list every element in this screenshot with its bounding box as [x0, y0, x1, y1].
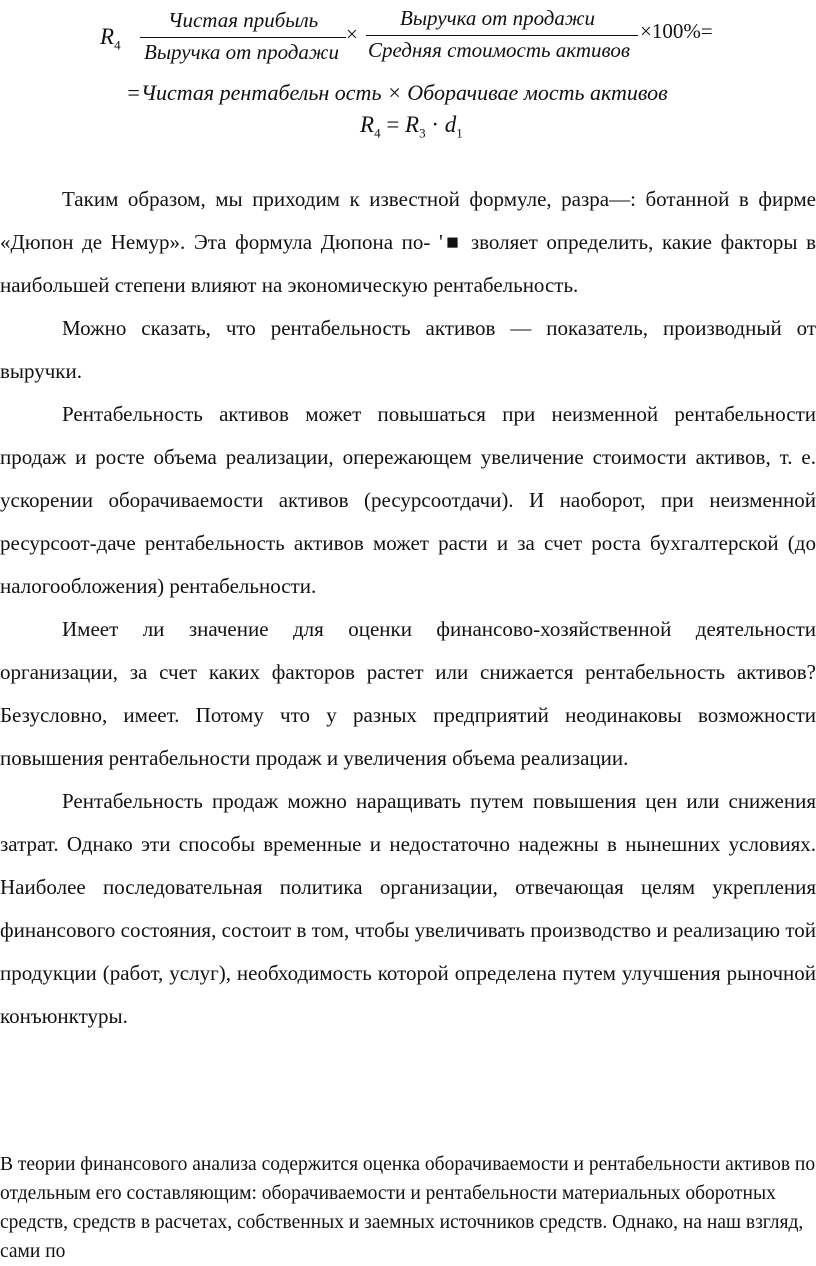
formula-r4: $R_4$	[100, 24, 121, 53]
formula-block	[0, 0, 816, 150]
formula-line3: $R_4 = R_3 \cdot d_1$	[360, 112, 463, 141]
fraction1-denominator: Выручка от продажи	[144, 40, 339, 64]
fraction2-line	[366, 35, 638, 36]
fraction1-line	[140, 37, 346, 38]
formula-tail: ×100%=	[640, 19, 713, 43]
formula-line2: =Чистая рентабельн ость × Оборачивае мость активов	[126, 80, 668, 105]
fraction2-numerator: Выручка от продажи	[400, 6, 595, 30]
paragraph-final: В теории финансового анализа содержится оценка оборачиваемости и рентабельности активов по отдельным его составляющим: оборачиваемости и рентабельности материальных оборотных средств, средств в расчетах, собственных и заемных источников средств. Однако, на наш взгляд, сами по	[0, 1154, 816, 1262]
paragraph-5: Рентабельность продаж можно наращивать путем повышения цен или снижения затрат. Однако эти способы временные и недостаточно надежны в нынешних условиях. Наиболее последовательная политика организации, отвечающая целям укрепления финансового состояния, состоит в том, чтобы увеличивать производство и реализацию той продукции (работ, услуг), необходимость которой определена путем улучшения рыночной конъюнктуры.	[0, 789, 816, 1028]
fraction2-denominator: Средняя стоимость активов	[368, 38, 630, 62]
paragraph-3: Рентабельность активов может повышаться при неизменной рентабельности продаж и росте объема реализации, опережающем увеличение стоимости активов, т. е. ускорении оборачиваемости активов (ресурсоотдачи). И наоборот, при неизменной ресурсоот-даче рентабельность активов может расти и за счет роста бухгалтерской (до налогообложения) рентабельности.	[0, 402, 816, 598]
times-sign: ×	[346, 22, 358, 46]
paragraph-2: Можно сказать, что рентабельность активов — показатель, производный от выручки.	[0, 316, 816, 383]
paragraph-1: Таким образом, мы приходим к известной формуле, разра—: ботанной в фирме «Дюпон де Немур». Эта формула Дюпона по- '■ зволяет определить, какие факторы в наибольшей степени влияют на экономическую рентабельность.	[0, 187, 816, 297]
body-text	[0, 178, 816, 1038]
fraction1-numerator: Чистая прибыль	[168, 8, 319, 32]
paragraph-4: Имеет ли значение для оценки финансово-хозяйственной деятельности организации, за счет каких факторов растет или снижается рентабельность активов? Безусловно, имеет. Потому что у разных предприятий неодинаковы возможности повышения рентабельности продаж и увеличения объема реализации.	[0, 617, 816, 770]
